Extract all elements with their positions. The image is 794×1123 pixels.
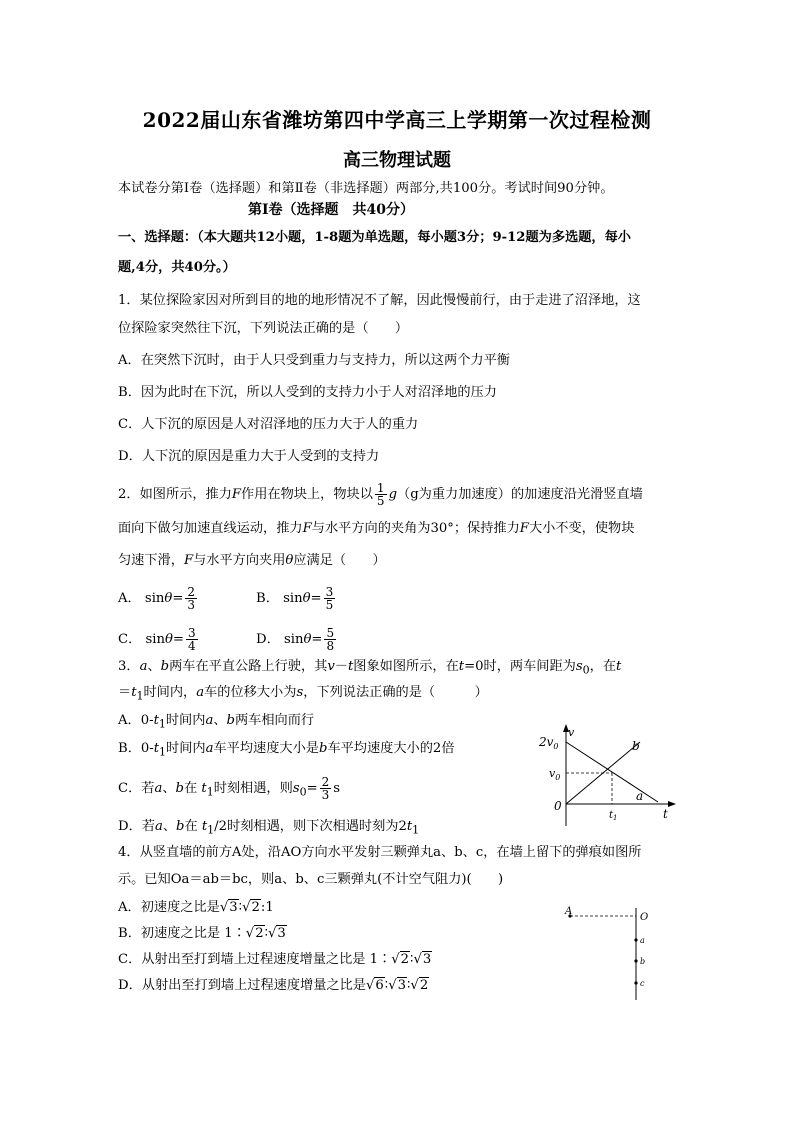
q3-option-a: A．$0-t_1$时间内a、b两车相向而行 <box>118 713 315 731</box>
two-v0-label: $2v_0$ <box>539 735 559 751</box>
label-O: O <box>640 912 649 923</box>
vt-graph <box>530 722 680 830</box>
q1-option-d: D．人下沉的原因是重力大于人受到的支持力 <box>118 449 380 464</box>
q2-option-a: A． sinθ= $\frac{2}{3}$ <box>118 585 196 612</box>
q4-stem-line1: 4．从竖直墙的前方A处，沿AO方向水平发射三颗弹丸a、b、c，在墙上留下的弹痕如图所 <box>118 845 642 860</box>
line-b-label: b <box>632 739 640 753</box>
q4-stem-line2: 示。已知Oa＝ab＝bc，则a、b、c三颗弹丸(不计空气阻力)( ) <box>118 872 504 887</box>
section-heading: 第Ⅰ卷（选择题 共40分） <box>248 202 415 218</box>
mark-c <box>634 981 637 984</box>
gravity-symbol: g <box>388 487 398 502</box>
label-a: a <box>640 936 645 945</box>
q2-text: （g为重力加速度）的加速度沿光滑竖直墙 <box>397 487 643 502</box>
label-b: b <box>640 957 646 966</box>
q1-option-b: B．因为此时在下沉，所以人受到的支持力小于人对沼泽地的压力 <box>118 385 497 400</box>
mark-b <box>634 959 637 962</box>
part-heading-line1: 一、选择题：（本大题共12小题，1-8题为单选题，每小题3分；9-12题为多选题，每小 <box>118 230 631 245</box>
wall-figure <box>560 904 660 1002</box>
t1-label: $t_1$ <box>609 810 618 822</box>
mark-a <box>634 938 637 941</box>
label-c: c <box>640 979 645 988</box>
sqrt-symbol: √3 <box>219 900 238 915</box>
v-axis-label: v <box>568 726 575 739</box>
q2-text: 作用在物块上，物块以 <box>241 487 373 502</box>
v0-label: $v_0$ <box>549 767 561 782</box>
q3-option-d: D．若a、b在 $t_1/2$时刻相遇，则下次相遇时刻为$2t_1$ <box>118 819 420 837</box>
q1-option-c: C．人下沉的原因是人对沼泽地的压力大于人的重力 <box>118 417 419 432</box>
fraction-one-fifth: $\frac{1}{5}$ <box>376 481 385 508</box>
q1-option-a: A．在突然下沉时，由于人只受到重力与支持力，所以这两个力平衡 <box>118 353 510 368</box>
q3-option-b: B．$0-t_1$时间内a车平均速度大小是b车平均速度大小的2倍 <box>118 741 455 759</box>
part-heading-line2: 题,4分，共40分。） <box>118 260 236 275</box>
q4-option-d: D．从射出至打到墙上过程速度增量之比是√6∶√3∶√2 <box>118 978 429 993</box>
q4-option-c: C．从射出至打到墙上过程速度增量之比是 1∶√2∶√3 <box>118 952 432 967</box>
q2-option-c: C． sinθ= $\frac{3}{4}$ <box>118 626 196 653</box>
q3-stem-line2: $=t_1$时间内，a车的位移大小为s，下列说法正确的是（ ） <box>118 685 488 703</box>
q2-text: 2．如图所示，推力 <box>118 487 232 502</box>
q3-option-c: C．若a、b在 $t_1$时刻相遇，则$s_0=$ $\frac{2}{3}$ s <box>118 775 341 802</box>
page-subtitle: 高三物理试题 <box>343 150 451 171</box>
q4-option-a: A．初速度之比是√3∶√2:1 <box>118 900 274 915</box>
t-axis-arrow <box>668 801 676 807</box>
line-a-label: a <box>636 789 644 803</box>
origin-label: 0 <box>554 799 562 813</box>
q3-stem-line1: 3．a、b两车在平直公路上行驶，其v－t图象如图所示，在t=0时，两车间距为$s_0$，在t <box>118 659 622 677</box>
t-axis-label: t <box>663 807 668 821</box>
page-title: 2022届山东省潍坊第四中学高三上学期第一次过程检测 <box>142 108 652 132</box>
label-A: A <box>565 906 573 917</box>
q2-option-d: D． sinθ= $\frac{5}{8}$ <box>256 626 335 653</box>
q2-stem-line1 <box>118 482 643 507</box>
q1-stem-line2: 位探险家突然往下沉，下列说法正确的是（ ） <box>118 321 409 336</box>
force-symbol: F <box>231 487 242 502</box>
q2-stem-line3: 匀速下滑，F与水平方向夹用θ应满足（ ） <box>118 553 386 568</box>
q4-option-b: B．初速度之比是 1∶√2∶√3 <box>118 926 286 941</box>
intro-text: 本试卷分第Ⅰ卷（选择题）和第Ⅱ卷（非选择题）两部分,共100分。考试时间90分钟。 <box>118 181 614 196</box>
q2-stem-line2: 面向下做匀加速直线运动，推力F与水平方向的夹角为30°；保持推力F大小不变，使物块 <box>118 521 635 536</box>
q1-stem-line1: 1．某位探险家因对所到目的地的地形情况不了解，因此慢慢前行，由于走进了沼泽地，这 <box>118 293 641 308</box>
q2-option-b: B． sinθ= $\frac{3}{5}$ <box>256 585 334 612</box>
